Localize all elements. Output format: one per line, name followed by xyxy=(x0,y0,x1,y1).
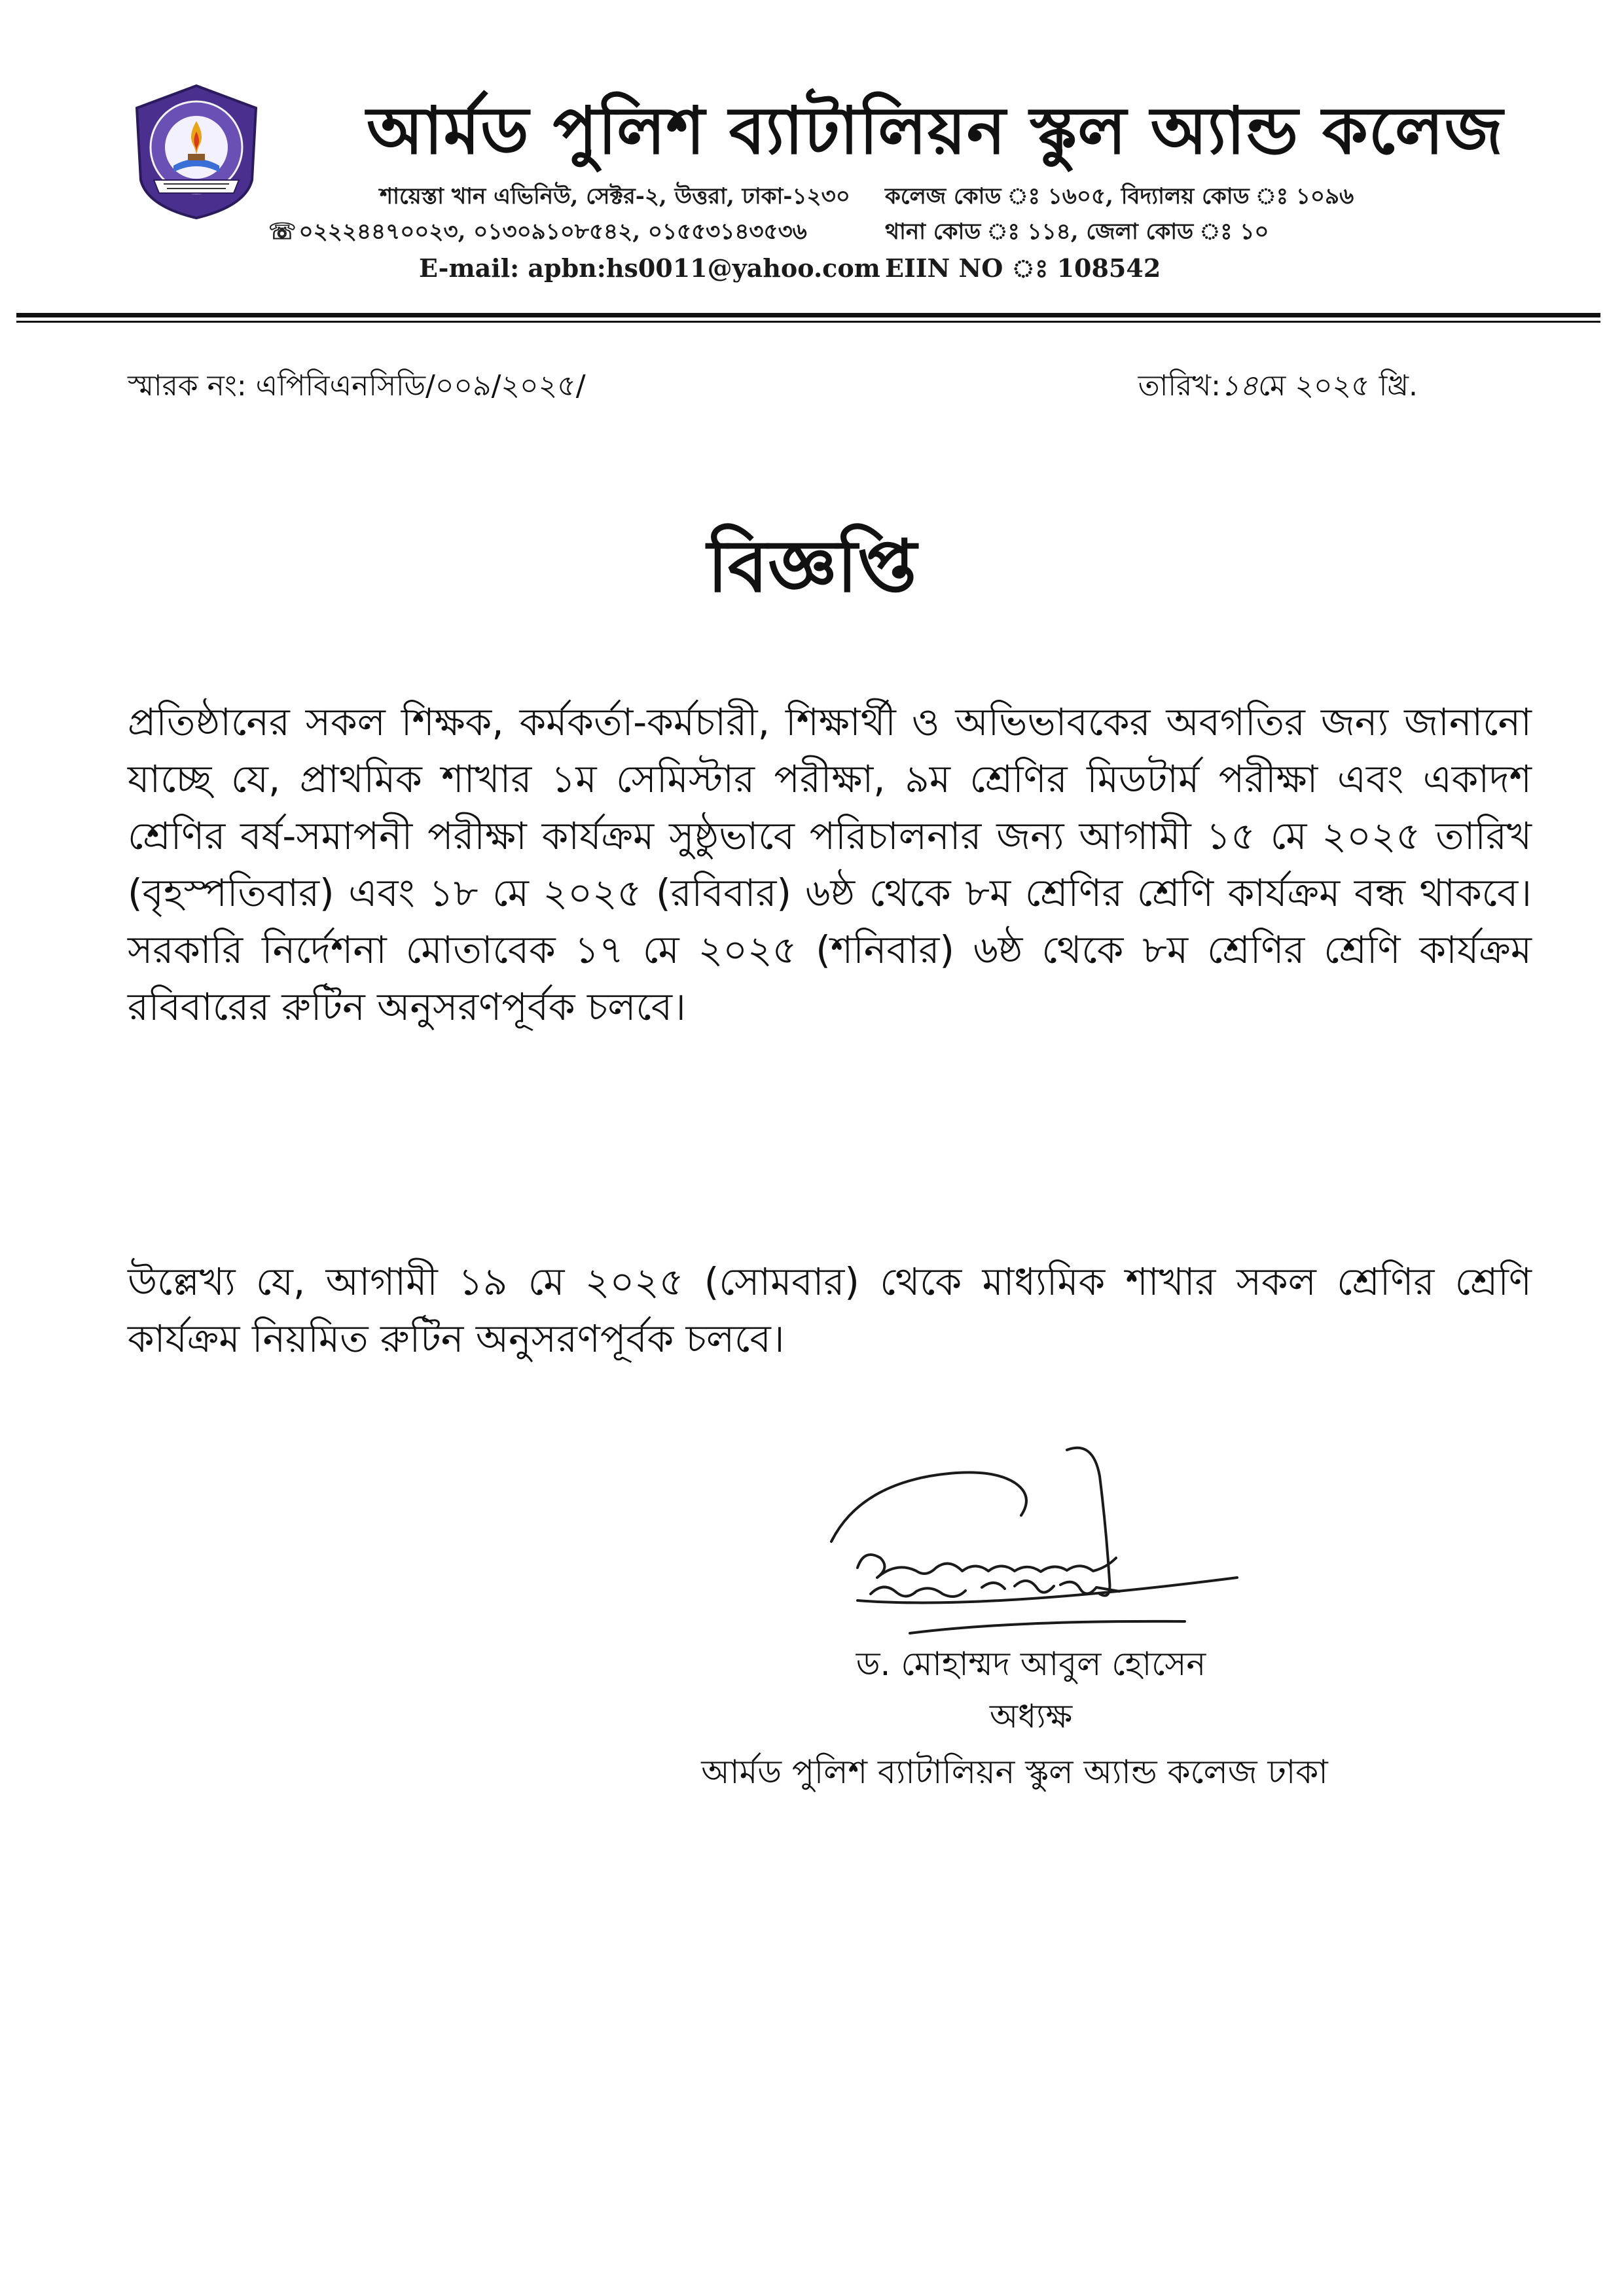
signatory-designation: অধ্যক্ষ xyxy=(989,1697,1073,1735)
signatory-institution: আর্মড পুলিশ ব্যাটালিয়ন স্কুল অ্যান্ড কলেজ ঢাকা xyxy=(701,1753,1328,1791)
signatory-name: ড. মোহাম্মদ আবুল হোসেন xyxy=(856,1645,1206,1683)
thana-code: থানা কোড ঃ ১১৪, জেলা কোড ঃ ১০ xyxy=(885,219,1269,245)
eiin-number: EIIN NO ঃ 108542 xyxy=(885,253,1161,283)
notice-paragraph: প্রতিষ্ঠানের সকল শিক্ষক, কর্মকর্তা-কর্মচারী, শিক্ষার্থী ও অভিভাবকের অবগতির জন্য জানানো যাচ্ছে যে, প্রাথমিক শাখার ১ম সেমিস্টার পরীক্ষা, ৯ম শ্রেণির মিডটার্ম পরীক্ষা এবং একাদশ শ্রেণির বর্ষ-সমাপনী পরীক্ষা কার্যক্রম সুষ্ঠুভাবে পরিচালনার জন্য আগামী ১৫ মে ২০২৫ তারিখ (বৃহস্পতিবার) এবং ১৮ মে ২০২৫ (রবিবার) ৬ষ্ঠ থেকে ৮ম শ্রেণির শ্রেণি কার্যক্রম বন্ধ থাকবে। সরকারি নির্দেশনা মোতাবেক ১৭ মে ২০২৫ (শনিবার) ৬ষ্ঠ থেকে ৮ম শ্রেণির শ্রেণি কার্যক্রম রবিবারের রুটিন অনুসরণপূর্বক চলবে। xyxy=(128,700,1532,1029)
notice-heading: বিজ্ঞপ্তি xyxy=(707,524,917,608)
institution-name: আর্মড পুলিশ ব্যাটালিয়ন স্কুল অ্যান্ড কলেজ xyxy=(367,92,1504,169)
phone-line xyxy=(268,217,807,246)
college-code: কলেজ কোড ঃ ১৬০৫, বিদ্যালয় কোড ঃ ১০৯৬ xyxy=(885,183,1354,209)
date-day: ১৪ xyxy=(1220,369,1259,403)
phone-numbers: ০২২২৪৪৭০০২৩, ০১৩০৯১০৮৫৪২, ০১৫৫৩১৪৩৫৩৬ xyxy=(298,219,807,245)
phone-icon: ☏ xyxy=(268,219,297,245)
handwritten-signature xyxy=(818,1437,1276,1672)
notice-paragraph: উল্লেখ্য যে, আগামী ১৯ মে ২০২৫ (সোমবার) থেকে মাধ্যমিক শাখার সকল শ্রেণির শ্রেণি কার্যক্রম নিয়মিত রুটিন অনুসরণপূর্বক চলবে। xyxy=(128,1259,1532,1361)
address-line: শায়েস্তা খান এভিনিউ, সেক্টর-২, উত্তরা, ঢাকা-১২৩০ xyxy=(380,183,850,209)
date-label: তারিখ: xyxy=(1138,369,1221,403)
institution-logo xyxy=(128,82,265,223)
memo-reference: স্মারক নং: এপিবিএনসিডি/০০৯/২০২৫/ xyxy=(128,369,586,403)
date-month-year: মে ২০২৫ খ্রি. xyxy=(1258,369,1418,403)
header-divider-thick xyxy=(16,313,1600,317)
email-line: E-mail: apbn:hs0011@yahoo.com xyxy=(419,253,880,283)
memo-date xyxy=(1138,368,1418,405)
header-divider-thin xyxy=(16,321,1600,323)
